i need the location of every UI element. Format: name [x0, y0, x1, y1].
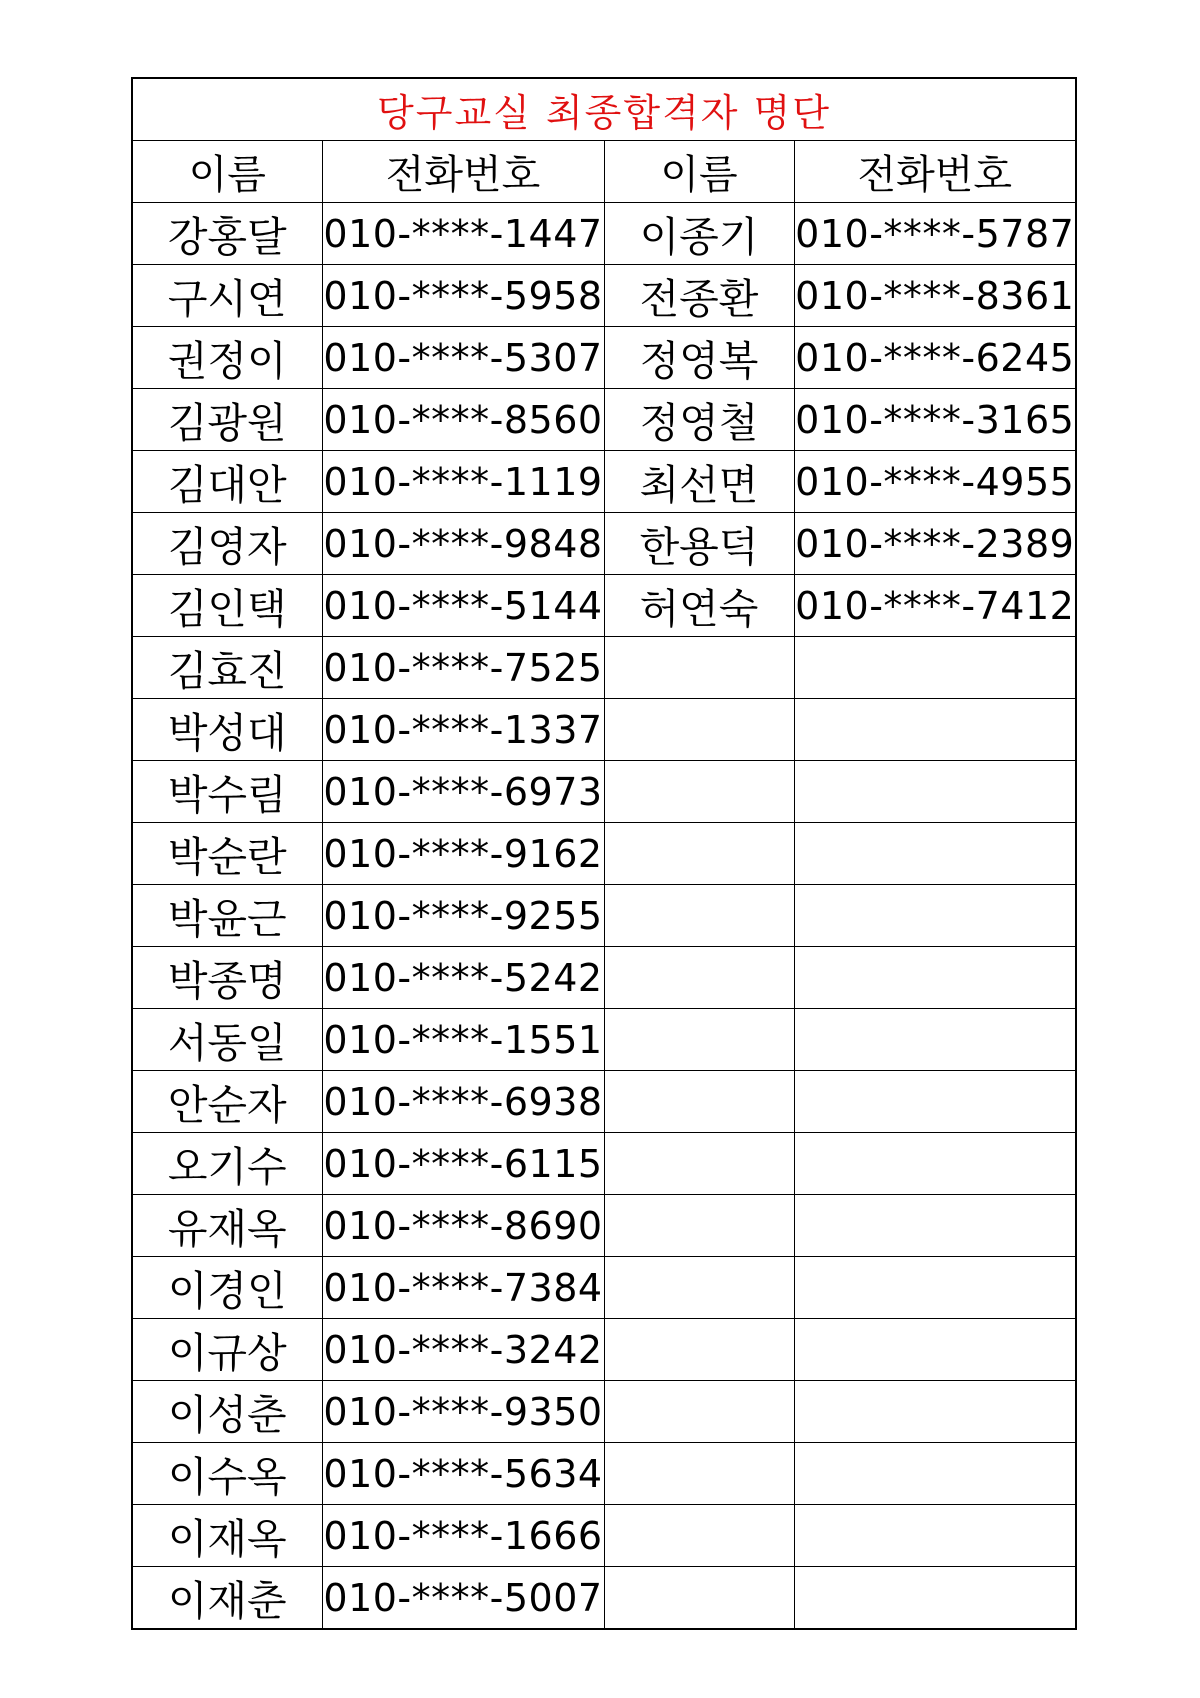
right-name-cell	[604, 761, 794, 823]
left-phone-cell: 010-****-9848	[322, 513, 604, 575]
right-name-cell: 허연숙	[604, 575, 794, 637]
right-name-cell	[604, 823, 794, 885]
right-phone-cell: 010-****-2389	[794, 513, 1076, 575]
left-name-cell: 김광원	[132, 389, 322, 451]
left-phone-cell: 010-****-9162	[322, 823, 604, 885]
right-phone-cell	[794, 1257, 1076, 1319]
left-name-cell: 박종명	[132, 947, 322, 1009]
table-row	[132, 389, 1076, 451]
right-name-cell	[604, 885, 794, 947]
left-phone-cell: 010-****-6973	[322, 761, 604, 823]
left-phone-cell: 010-****-5007	[322, 1567, 604, 1630]
right-name-cell	[604, 1567, 794, 1630]
left-phone-cell: 010-****-1666	[322, 1505, 604, 1567]
left-phone-cell: 010-****-1337	[322, 699, 604, 761]
left-name-cell: 박순란	[132, 823, 322, 885]
right-phone-cell: 010-****-7412	[794, 575, 1076, 637]
right-phone-cell	[794, 1195, 1076, 1257]
right-name-cell: 전종환	[604, 265, 794, 327]
table-row	[132, 947, 1076, 1009]
left-name-cell: 안순자	[132, 1071, 322, 1133]
table-row	[132, 575, 1076, 637]
right-phone-cell	[794, 1443, 1076, 1505]
left-name-cell: 김효진	[132, 637, 322, 699]
column-header-name-left: 이름	[132, 141, 322, 203]
left-name-cell: 박수림	[132, 761, 322, 823]
table-row	[132, 1443, 1076, 1505]
left-name-cell: 김인택	[132, 575, 322, 637]
table-row	[132, 1505, 1076, 1567]
right-name-cell	[604, 947, 794, 1009]
header-row	[132, 141, 1076, 203]
left-name-cell: 이경인	[132, 1257, 322, 1319]
right-name-cell	[604, 1319, 794, 1381]
left-phone-cell: 010-****-5144	[322, 575, 604, 637]
table-row	[132, 637, 1076, 699]
right-name-cell	[604, 1071, 794, 1133]
left-phone-cell: 010-****-6938	[322, 1071, 604, 1133]
column-header-phone-right: 전화번호	[794, 141, 1076, 203]
left-phone-cell: 010-****-5307	[322, 327, 604, 389]
right-name-cell	[604, 637, 794, 699]
right-name-cell	[604, 1009, 794, 1071]
table-row	[132, 761, 1076, 823]
right-phone-cell	[794, 823, 1076, 885]
table-row	[132, 1257, 1076, 1319]
table-row	[132, 1567, 1076, 1630]
right-phone-cell	[794, 699, 1076, 761]
right-name-cell: 정영철	[604, 389, 794, 451]
left-phone-cell: 010-****-8690	[322, 1195, 604, 1257]
right-name-cell	[604, 1505, 794, 1567]
right-phone-cell: 010-****-8361	[794, 265, 1076, 327]
right-phone-cell	[794, 947, 1076, 1009]
right-phone-cell	[794, 1567, 1076, 1630]
table-row	[132, 451, 1076, 513]
right-name-cell: 이종기	[604, 203, 794, 265]
right-phone-cell	[794, 1071, 1076, 1133]
right-phone-cell	[794, 1009, 1076, 1071]
right-phone-cell	[794, 761, 1076, 823]
right-phone-cell	[794, 1381, 1076, 1443]
table-row	[132, 1071, 1076, 1133]
left-phone-cell: 010-****-5958	[322, 265, 604, 327]
left-phone-cell: 010-****-7384	[322, 1257, 604, 1319]
left-phone-cell: 010-****-6115	[322, 1133, 604, 1195]
right-name-cell	[604, 699, 794, 761]
left-name-cell: 이성춘	[132, 1381, 322, 1443]
right-phone-cell: 010-****-3165	[794, 389, 1076, 451]
right-name-cell: 정영복	[604, 327, 794, 389]
right-name-cell	[604, 1195, 794, 1257]
roster-body	[132, 203, 1076, 1630]
left-name-cell: 권정이	[132, 327, 322, 389]
right-phone-cell	[794, 1133, 1076, 1195]
left-name-cell: 김영자	[132, 513, 322, 575]
left-phone-cell: 010-****-5634	[322, 1443, 604, 1505]
table-row	[132, 1195, 1076, 1257]
column-header-phone-left: 전화번호	[322, 141, 604, 203]
left-name-cell: 김대안	[132, 451, 322, 513]
right-phone-cell: 010-****-4955	[794, 451, 1076, 513]
left-name-cell: 유재옥	[132, 1195, 322, 1257]
left-name-cell: 서동일	[132, 1009, 322, 1071]
left-phone-cell: 010-****-5242	[322, 947, 604, 1009]
left-name-cell: 구시연	[132, 265, 322, 327]
right-phone-cell	[794, 1319, 1076, 1381]
right-phone-cell: 010-****-6245	[794, 327, 1076, 389]
table-row	[132, 885, 1076, 947]
left-name-cell: 박윤근	[132, 885, 322, 947]
table-row	[132, 513, 1076, 575]
left-name-cell: 박성대	[132, 699, 322, 761]
table-row	[132, 699, 1076, 761]
left-phone-cell: 010-****-9350	[322, 1381, 604, 1443]
left-phone-cell: 010-****-1447	[322, 203, 604, 265]
left-name-cell: 오기수	[132, 1133, 322, 1195]
right-name-cell: 최선면	[604, 451, 794, 513]
table-row	[132, 1381, 1076, 1443]
right-name-cell	[604, 1257, 794, 1319]
left-phone-cell: 010-****-9255	[322, 885, 604, 947]
left-phone-cell: 010-****-1551	[322, 1009, 604, 1071]
right-name-cell: 한용덕	[604, 513, 794, 575]
table-row	[132, 327, 1076, 389]
left-name-cell: 이규상	[132, 1319, 322, 1381]
left-phone-cell: 010-****-8560	[322, 389, 604, 451]
left-name-cell: 이재춘	[132, 1567, 322, 1630]
right-name-cell	[604, 1381, 794, 1443]
left-phone-cell: 010-****-1119	[322, 451, 604, 513]
left-phone-cell: 010-****-3242	[322, 1319, 604, 1381]
right-name-cell	[604, 1443, 794, 1505]
table-row	[132, 823, 1076, 885]
table-row	[132, 265, 1076, 327]
page-title: 당구교실 최종합격자 명단	[132, 78, 1076, 141]
right-phone-cell	[794, 637, 1076, 699]
left-phone-cell: 010-****-7525	[322, 637, 604, 699]
left-name-cell: 이재옥	[132, 1505, 322, 1567]
right-phone-cell: 010-****-5787	[794, 203, 1076, 265]
table-row	[132, 203, 1076, 265]
left-name-cell: 이수옥	[132, 1443, 322, 1505]
column-header-name-right: 이름	[604, 141, 794, 203]
right-name-cell	[604, 1133, 794, 1195]
title-row	[132, 78, 1076, 141]
right-phone-cell	[794, 885, 1076, 947]
roster-table	[131, 77, 1077, 1630]
table-row	[132, 1319, 1076, 1381]
table-row	[132, 1009, 1076, 1071]
left-name-cell: 강홍달	[132, 203, 322, 265]
table-row	[132, 1133, 1076, 1195]
right-phone-cell	[794, 1505, 1076, 1567]
